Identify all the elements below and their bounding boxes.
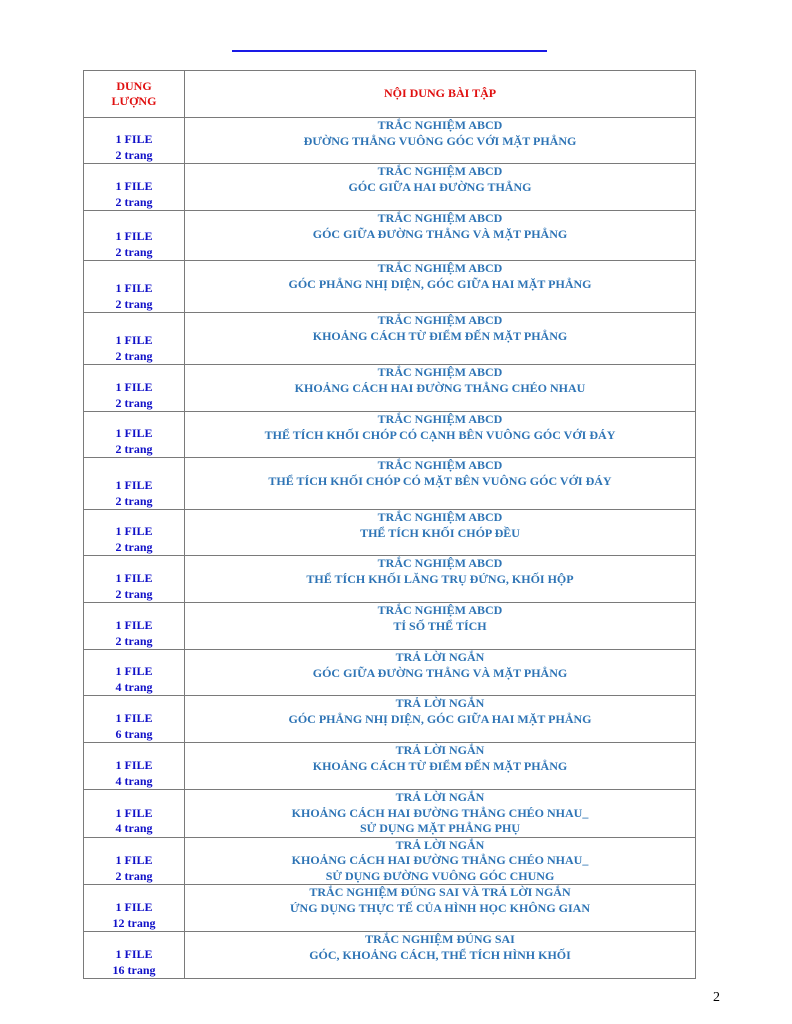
exercise-topic: SỬ DỤNG ĐƯỜNG VUÔNG GÓC CHUNG [325,868,555,883]
exercise-type: TRẮC NGHIỆM ABCD [377,313,503,327]
exercise-topic: GÓC GIỮA ĐƯỜNG THẲNG VÀ MẶT PHẲNG [312,226,568,241]
exercise-content-cell [185,261,696,313]
exercise-topic: KHOẢNG CÁCH TỪ ĐIỂM ĐẾN MẶT PHẲNG [312,328,568,343]
exercise-type: TRẮC NGHIỆM ABCD [377,164,503,178]
file-count: 1 FILE [115,380,153,394]
exercise-topic: GÓC GIỮA ĐƯỜNG THẲNG VÀ MẶT PHẲNG [312,665,568,680]
exercise-content-cell [185,164,696,211]
exercise-topic: ĐƯỜNG THẲNG VUÔNG GÓC VỚI MẶT PHẲNG [303,133,577,148]
exercise-topic: GÓC GIỮA HAI ĐƯỜNG THẲNG [348,179,532,194]
capacity-cell [84,743,185,790]
content-table [83,70,696,979]
capacity-cell [84,313,185,365]
exercise-content-cell [185,365,696,412]
exercise-type: TRẮC NGHIỆM ABCD [377,556,503,570]
capacity-cell [84,932,185,979]
table-row [84,885,696,932]
file-count: 1 FILE [115,179,153,193]
file-count: 1 FILE [115,711,153,725]
file-count: 1 FILE [115,132,153,146]
exercise-content-cell [185,458,696,510]
page-count: 2 trang [115,296,153,311]
exercise-content-cell [185,932,696,979]
capacity-cell [84,603,185,650]
table-row [84,932,696,979]
exercise-content-cell [185,211,696,261]
table-row [84,837,696,885]
exercise-content-cell [185,556,696,603]
exercise-topic: KHOẢNG CÁCH HAI ĐƯỜNG THẲNG CHÉO NHAU_ [291,805,589,820]
exercise-type: TRẮC NGHIỆM ĐÚNG SAI [365,932,515,946]
file-count: 1 FILE [115,478,153,492]
table-row [84,118,696,164]
table-row [84,164,696,211]
header-capacity [84,71,185,118]
file-count: 1 FILE [115,229,153,243]
table-row [84,790,696,838]
file-count: 1 FILE [115,571,153,585]
table-row [84,603,696,650]
exercise-content-cell [185,118,696,164]
exercise-topic: THỂ TÍCH KHỐI CHÓP CÓ CẠNH BÊN VUÔNG GÓC VỚI ĐÁY [264,427,616,442]
table-row [84,211,696,261]
exercise-content-cell [185,790,696,838]
exercise-type: TRẮC NGHIỆM ABCD [377,510,503,524]
capacity-cell [84,118,185,164]
exercise-type: TRẢ LỜI NGẮN [395,837,485,852]
table-row [84,458,696,510]
capacity-cell [84,556,185,603]
exercise-content-cell [185,313,696,365]
page-count: 4 trang [115,679,153,694]
table-row [84,743,696,790]
capacity-cell [84,458,185,510]
exercise-type: TRẢ LỜI NGẮN [395,650,485,664]
exercise-content-cell [185,603,696,650]
exercise-content-cell [185,412,696,458]
capacity-cell [84,365,185,412]
exercise-content-cell [185,696,696,743]
file-count: 1 FILE [115,333,153,347]
header-row [84,71,696,118]
exercise-topic: GÓC PHẲNG NHỊ DIỆN, GÓC GIỮA HAI MẶT PHẲNG [288,711,592,726]
page-count: 4 trang [115,821,153,835]
page-count: 16 trang [112,962,156,977]
table-row [84,696,696,743]
file-count: 1 FILE [115,618,153,632]
table-row [84,261,696,313]
capacity-cell [84,412,185,458]
capacity-cell [84,510,185,556]
page-count: 2 trang [115,348,153,363]
exercise-topic: THỂ TÍCH KHỐI LĂNG TRỤ ĐỨNG, KHỐI HỘP [306,571,574,586]
exercise-content-cell [185,650,696,696]
table-row [84,556,696,603]
capacity-cell [84,837,185,885]
header-content: NỘI DUNG BÀI TẬP [185,71,696,118]
page-count: 2 trang [115,539,153,554]
table-row [84,365,696,412]
exercise-type: TRẮC NGHIỆM ABCD [377,365,503,379]
file-count: 1 FILE [115,524,153,538]
page-count: 2 trang [115,395,153,410]
file-count: 1 FILE [115,947,153,961]
table-row [84,650,696,696]
exercise-topic: SỬ DỤNG MẶT PHẲNG PHỤ [360,821,520,835]
page-count: 2 trang [115,493,153,508]
file-count: 1 FILE [115,281,153,295]
page-count: 6 trang [115,726,153,741]
table-row [84,510,696,556]
exercise-type: TRẢ LỜI NGẮN [395,790,485,804]
exercise-type: TRẮC NGHIỆM ABCD [377,603,503,617]
exercise-topic: TỈ SỐ THỂ TÍCH [393,618,487,633]
capacity-cell [84,650,185,696]
top-rule [232,50,547,52]
file-count: 1 FILE [115,664,153,678]
page-count: 12 trang [112,915,156,930]
exercise-topic: KHOẢNG CÁCH TỪ ĐIỂM ĐẾN MẶT PHẲNG [312,758,568,773]
table-row [84,412,696,458]
file-count: 1 FILE [115,758,153,772]
exercise-type: TRẮC NGHIỆM ABCD [377,118,503,132]
exercise-type: TRẢ LỜI NGẮN [395,696,485,710]
exercise-type: TRẮC NGHIỆM ĐÚNG SAI VÀ TRẢ LỜI NGẮN [309,885,571,899]
page-count: 2 trang [115,194,153,209]
exercise-topic: THỂ TÍCH KHỐI CHÓP CÓ MẶT BÊN VUÔNG GÓC VỚI ĐÁY [268,473,612,488]
page-count: 2 trang [115,244,153,259]
exercise-type: TRẮC NGHIỆM ABCD [377,261,503,275]
capacity-cell [84,211,185,261]
exercise-topic: GÓC, KHOẢNG CÁCH, THỂ TÍCH HÌNH KHỐI [309,947,571,962]
exercise-topic: ỨNG DỤNG THỰC TẾ CỦA HÌNH HỌC KHÔNG GIAN [289,900,591,915]
exercise-content-cell [185,510,696,556]
exercise-topic: GÓC PHẲNG NHỊ DIỆN, GÓC GIỮA HAI MẶT PHẲNG [288,276,592,291]
exercise-topic: KHOẢNG CÁCH HAI ĐƯỜNG THẲNG CHÉO NHAU [294,380,586,395]
header-capacity-line1: DUNG [116,78,152,93]
page-number: 2 [713,990,720,1005]
page-count: 2 trang [115,633,153,648]
header-capacity-line2: LƯỢNG [111,94,157,108]
page-count: 2 trang [115,586,153,601]
page-count: 2 trang [115,441,153,456]
capacity-cell [84,696,185,743]
capacity-cell [84,164,185,211]
exercise-topic: KHOẢNG CÁCH HAI ĐƯỜNG THẲNG CHÉO NHAU_ [291,853,589,867]
exercise-type: TRẮC NGHIỆM ABCD [377,211,503,225]
capacity-cell [84,885,185,932]
exercise-content-cell [185,837,696,885]
table-row [84,313,696,365]
file-count: 1 FILE [115,900,153,914]
exercise-content-cell [185,743,696,790]
file-count: 1 FILE [115,426,153,440]
exercise-content-cell [185,885,696,932]
page-count: 2 trang [115,868,153,883]
exercise-type: TRẮC NGHIỆM ABCD [377,412,503,426]
exercise-type: TRẢ LỜI NGẮN [395,743,485,757]
page-count: 2 trang [115,147,153,162]
file-count: 1 FILE [115,805,153,820]
exercise-type: TRẮC NGHIỆM ABCD [377,458,503,472]
file-count: 1 FILE [115,853,153,867]
capacity-cell [84,790,185,838]
page-count: 4 trang [115,773,153,788]
capacity-cell [84,261,185,313]
exercise-topic: THỂ TÍCH KHỐI CHÓP ĐỀU [360,525,520,540]
